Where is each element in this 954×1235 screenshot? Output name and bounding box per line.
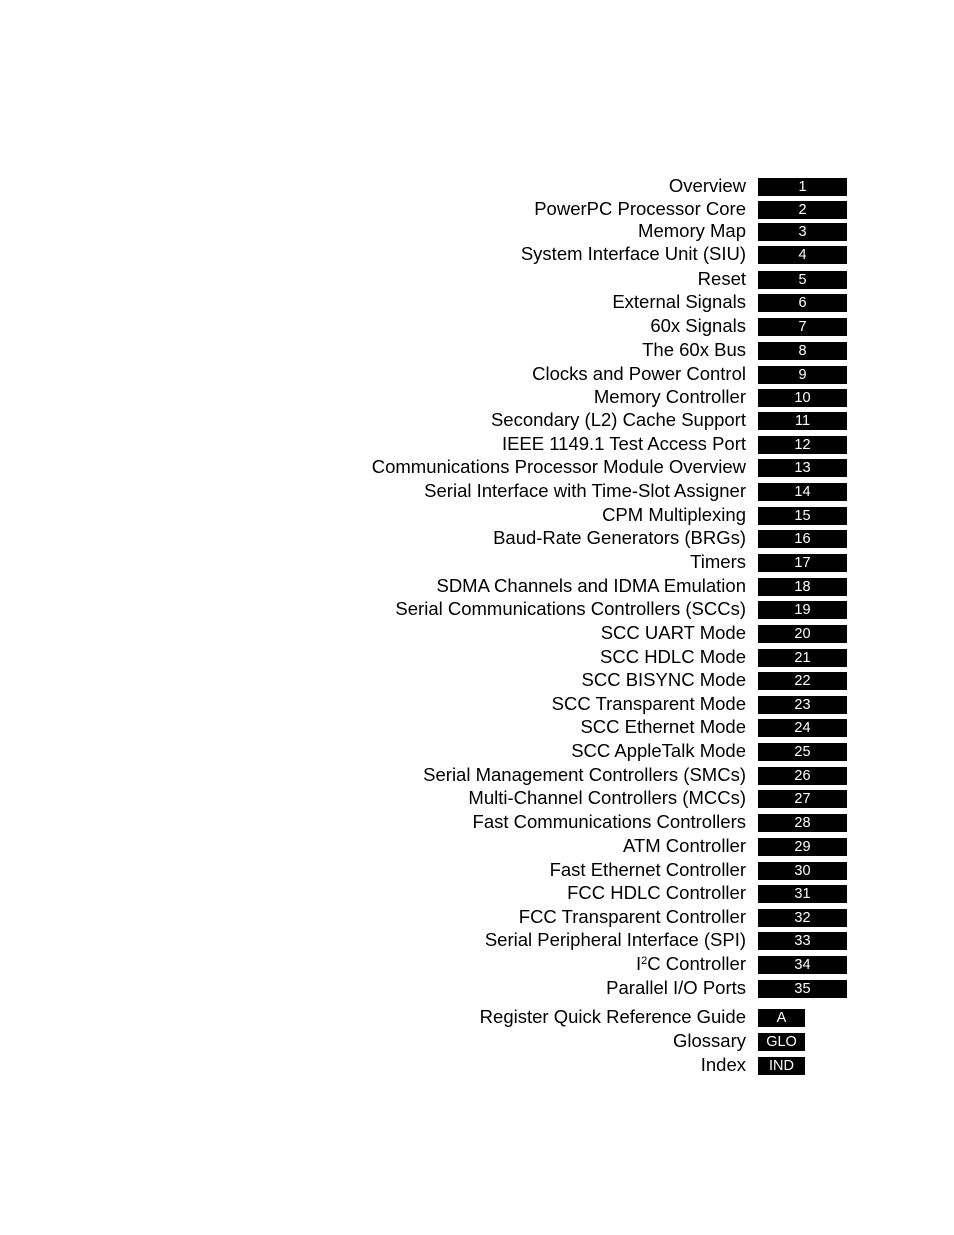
chapter-title: FCC Transparent Controller [518,906,746,927]
chapter-tab[interactable]: 7 [758,318,847,336]
toc-entry-index[interactable] [0,1054,954,1078]
chapter-tab[interactable]: 18 [758,578,847,596]
chapter-tab[interactable]: 21 [758,649,847,667]
chapter-tab[interactable]: 24 [758,719,847,737]
toc-entry-register-guide[interactable] [0,1006,954,1030]
chapter-title: SCC UART Mode [600,622,746,643]
chapter-tab[interactable]: 29 [758,838,847,856]
chapter-tab[interactable]: 35 [758,980,847,998]
toc-entry-scc-ethernet[interactable] [0,716,954,740]
toc-entry-external-signals[interactable] [0,291,954,315]
appendix-title: Register Quick Reference Guide [479,1006,746,1027]
chapter-title: Communications Processor Module Overview [371,456,746,477]
toc-entry-scc-appletalk[interactable] [0,740,954,764]
chapter-tab[interactable]: 15 [758,507,847,525]
toc-entry-glossary[interactable] [0,1030,954,1054]
chapter-tab[interactable]: 14 [758,483,847,501]
chapter-tab[interactable]: 28 [758,814,847,832]
chapter-tab[interactable]: 4 [758,246,847,264]
chapter-title: Serial Interface with Time-Slot Assigner [424,480,746,501]
toc-entry-parallel-io[interactable] [0,977,954,1001]
chapter-tab[interactable]: 9 [758,366,847,384]
toc-entry-timers[interactable] [0,551,954,575]
toc-entry-sdma-idma[interactable] [0,575,954,599]
chapter-title: SDMA Channels and IDMA Emulation [436,575,746,596]
chapter-tab[interactable]: 25 [758,743,847,761]
chapter-title: Memory Map [638,220,746,241]
toc-entry-sccs[interactable] [0,598,954,622]
chapter-tab[interactable]: 26 [758,767,847,785]
chapter-tab[interactable]: 11 [758,412,847,430]
toc-entry-overview[interactable] [0,175,954,199]
chapter-tab[interactable]: 17 [758,554,847,572]
toc-entry-spi[interactable] [0,929,954,953]
chapter-title: Secondary (L2) Cache Support [490,409,746,430]
toc-entry-clocks-power[interactable] [0,363,954,387]
chapter-title: External Signals [612,291,746,312]
chapter-title: PowerPC Processor Core [534,198,746,219]
toc-entry-l2-cache[interactable] [0,409,954,433]
chapter-tab[interactable]: 2 [758,201,847,219]
toc-entry-i2c-controller[interactable] [0,953,954,977]
toc-entry-memory-map[interactable] [0,220,954,244]
chapter-tab[interactable]: 13 [758,459,847,477]
chapter-title: Baud-Rate Generators (BRGs) [493,527,746,548]
chapter-title: SCC BISYNC Mode [581,669,746,690]
toc-entry-scc-hdlc[interactable] [0,646,954,670]
chapter-tab[interactable]: 16 [758,530,847,548]
chapter-tab[interactable]: 22 [758,672,847,690]
chapter-title: Overview [668,175,746,196]
chapter-title: Memory Controller [593,386,746,407]
chapter-title: SCC HDLC Mode [600,646,746,667]
chapter-tab[interactable]: 5 [758,271,847,289]
i2c-suffix: C Controller [647,953,746,974]
toc-entry-fccs[interactable] [0,811,954,835]
i2c-prefix: I [636,953,642,974]
toc-entry-ieee-1149[interactable] [0,433,954,457]
appendix-tab[interactable]: A [758,1009,805,1027]
appendix-title: Index [700,1054,746,1075]
chapter-tab[interactable]: 6 [758,294,847,312]
appendix-tab[interactable]: GLO [758,1033,805,1051]
toc-entry-reset[interactable] [0,268,954,292]
appendix-title: Glossary [673,1030,746,1051]
chapter-title [636,953,746,975]
chapter-tab[interactable]: 33 [758,932,847,950]
toc-entry-fcc-hdlc[interactable] [0,882,954,906]
chapter-tab[interactable]: 3 [758,223,847,241]
chapter-title: SCC Ethernet Mode [580,716,746,737]
chapter-tab[interactable]: 27 [758,790,847,808]
chapter-tab[interactable]: 23 [758,696,847,714]
toc-entry-60x-signals[interactable] [0,315,954,339]
chapter-tab[interactable]: 30 [758,862,847,880]
chapter-tab[interactable]: 12 [758,436,847,454]
chapter-title: FCC HDLC Controller [567,882,746,903]
chapter-title: Serial Communications Controllers (SCCs) [395,598,746,619]
chapter-title: SCC AppleTalk Mode [571,740,746,761]
chapter-title: Multi-Channel Controllers (MCCs) [468,787,746,808]
toc-entry-atm-controller[interactable] [0,835,954,859]
toc-entry-brgs[interactable] [0,527,954,551]
chapter-title: Clocks and Power Control [532,363,746,384]
chapter-title: Parallel I/O Ports [606,977,746,998]
chapter-tab[interactable]: 10 [758,389,847,407]
toc-entry-scc-bisync[interactable] [0,669,954,693]
appendix-tab[interactable]: IND [758,1057,805,1075]
toc-entry-powerpc-core[interactable] [0,198,954,222]
toc-entry-scc-uart[interactable] [0,622,954,646]
chapter-tab[interactable]: 20 [758,625,847,643]
toc-entry-scc-transparent[interactable] [0,693,954,717]
chapter-tab[interactable]: 31 [758,885,847,903]
chapter-tab[interactable]: 32 [758,909,847,927]
toc-entry-smcs[interactable] [0,764,954,788]
chapter-title: System Interface Unit (SIU) [520,243,746,264]
chapter-title: Reset [697,268,746,289]
chapter-tab[interactable]: 19 [758,601,847,619]
toc-entry-mccs[interactable] [0,787,954,811]
chapter-tab[interactable]: 34 [758,956,847,974]
chapter-title: ATM Controller [622,835,746,856]
chapter-tab[interactable]: 1 [758,178,847,196]
toc-entry-serial-interface-tsa[interactable] [0,480,954,504]
i2c-superscript: 2 [641,954,648,967]
chapter-title: Timers [690,551,746,572]
chapter-tab[interactable]: 8 [758,342,847,360]
chapter-title: SCC Transparent Mode [551,693,746,714]
chapter-title: The 60x Bus [642,339,746,360]
toc-entry-memory-controller[interactable] [0,386,954,410]
toc-entry-cpm-overview[interactable] [0,456,954,480]
toc-entry-cpm-multiplexing[interactable] [0,504,954,528]
chapter-title: CPM Multiplexing [602,504,746,525]
chapter-title: Serial Management Controllers (SMCs) [423,764,746,785]
chapter-title: 60x Signals [650,315,746,336]
chapter-title: IEEE 1149.1 Test Access Port [501,433,746,454]
toc-entry-fast-ethernet[interactable] [0,859,954,883]
toc-entry-siu[interactable] [0,243,954,267]
chapter-title: Fast Communications Controllers [472,811,746,832]
toc-entry-60x-bus[interactable] [0,339,954,363]
toc-entry-fcc-transparent[interactable] [0,906,954,930]
chapter-title: Fast Ethernet Controller [549,859,746,880]
chapter-title: Serial Peripheral Interface (SPI) [484,929,746,950]
